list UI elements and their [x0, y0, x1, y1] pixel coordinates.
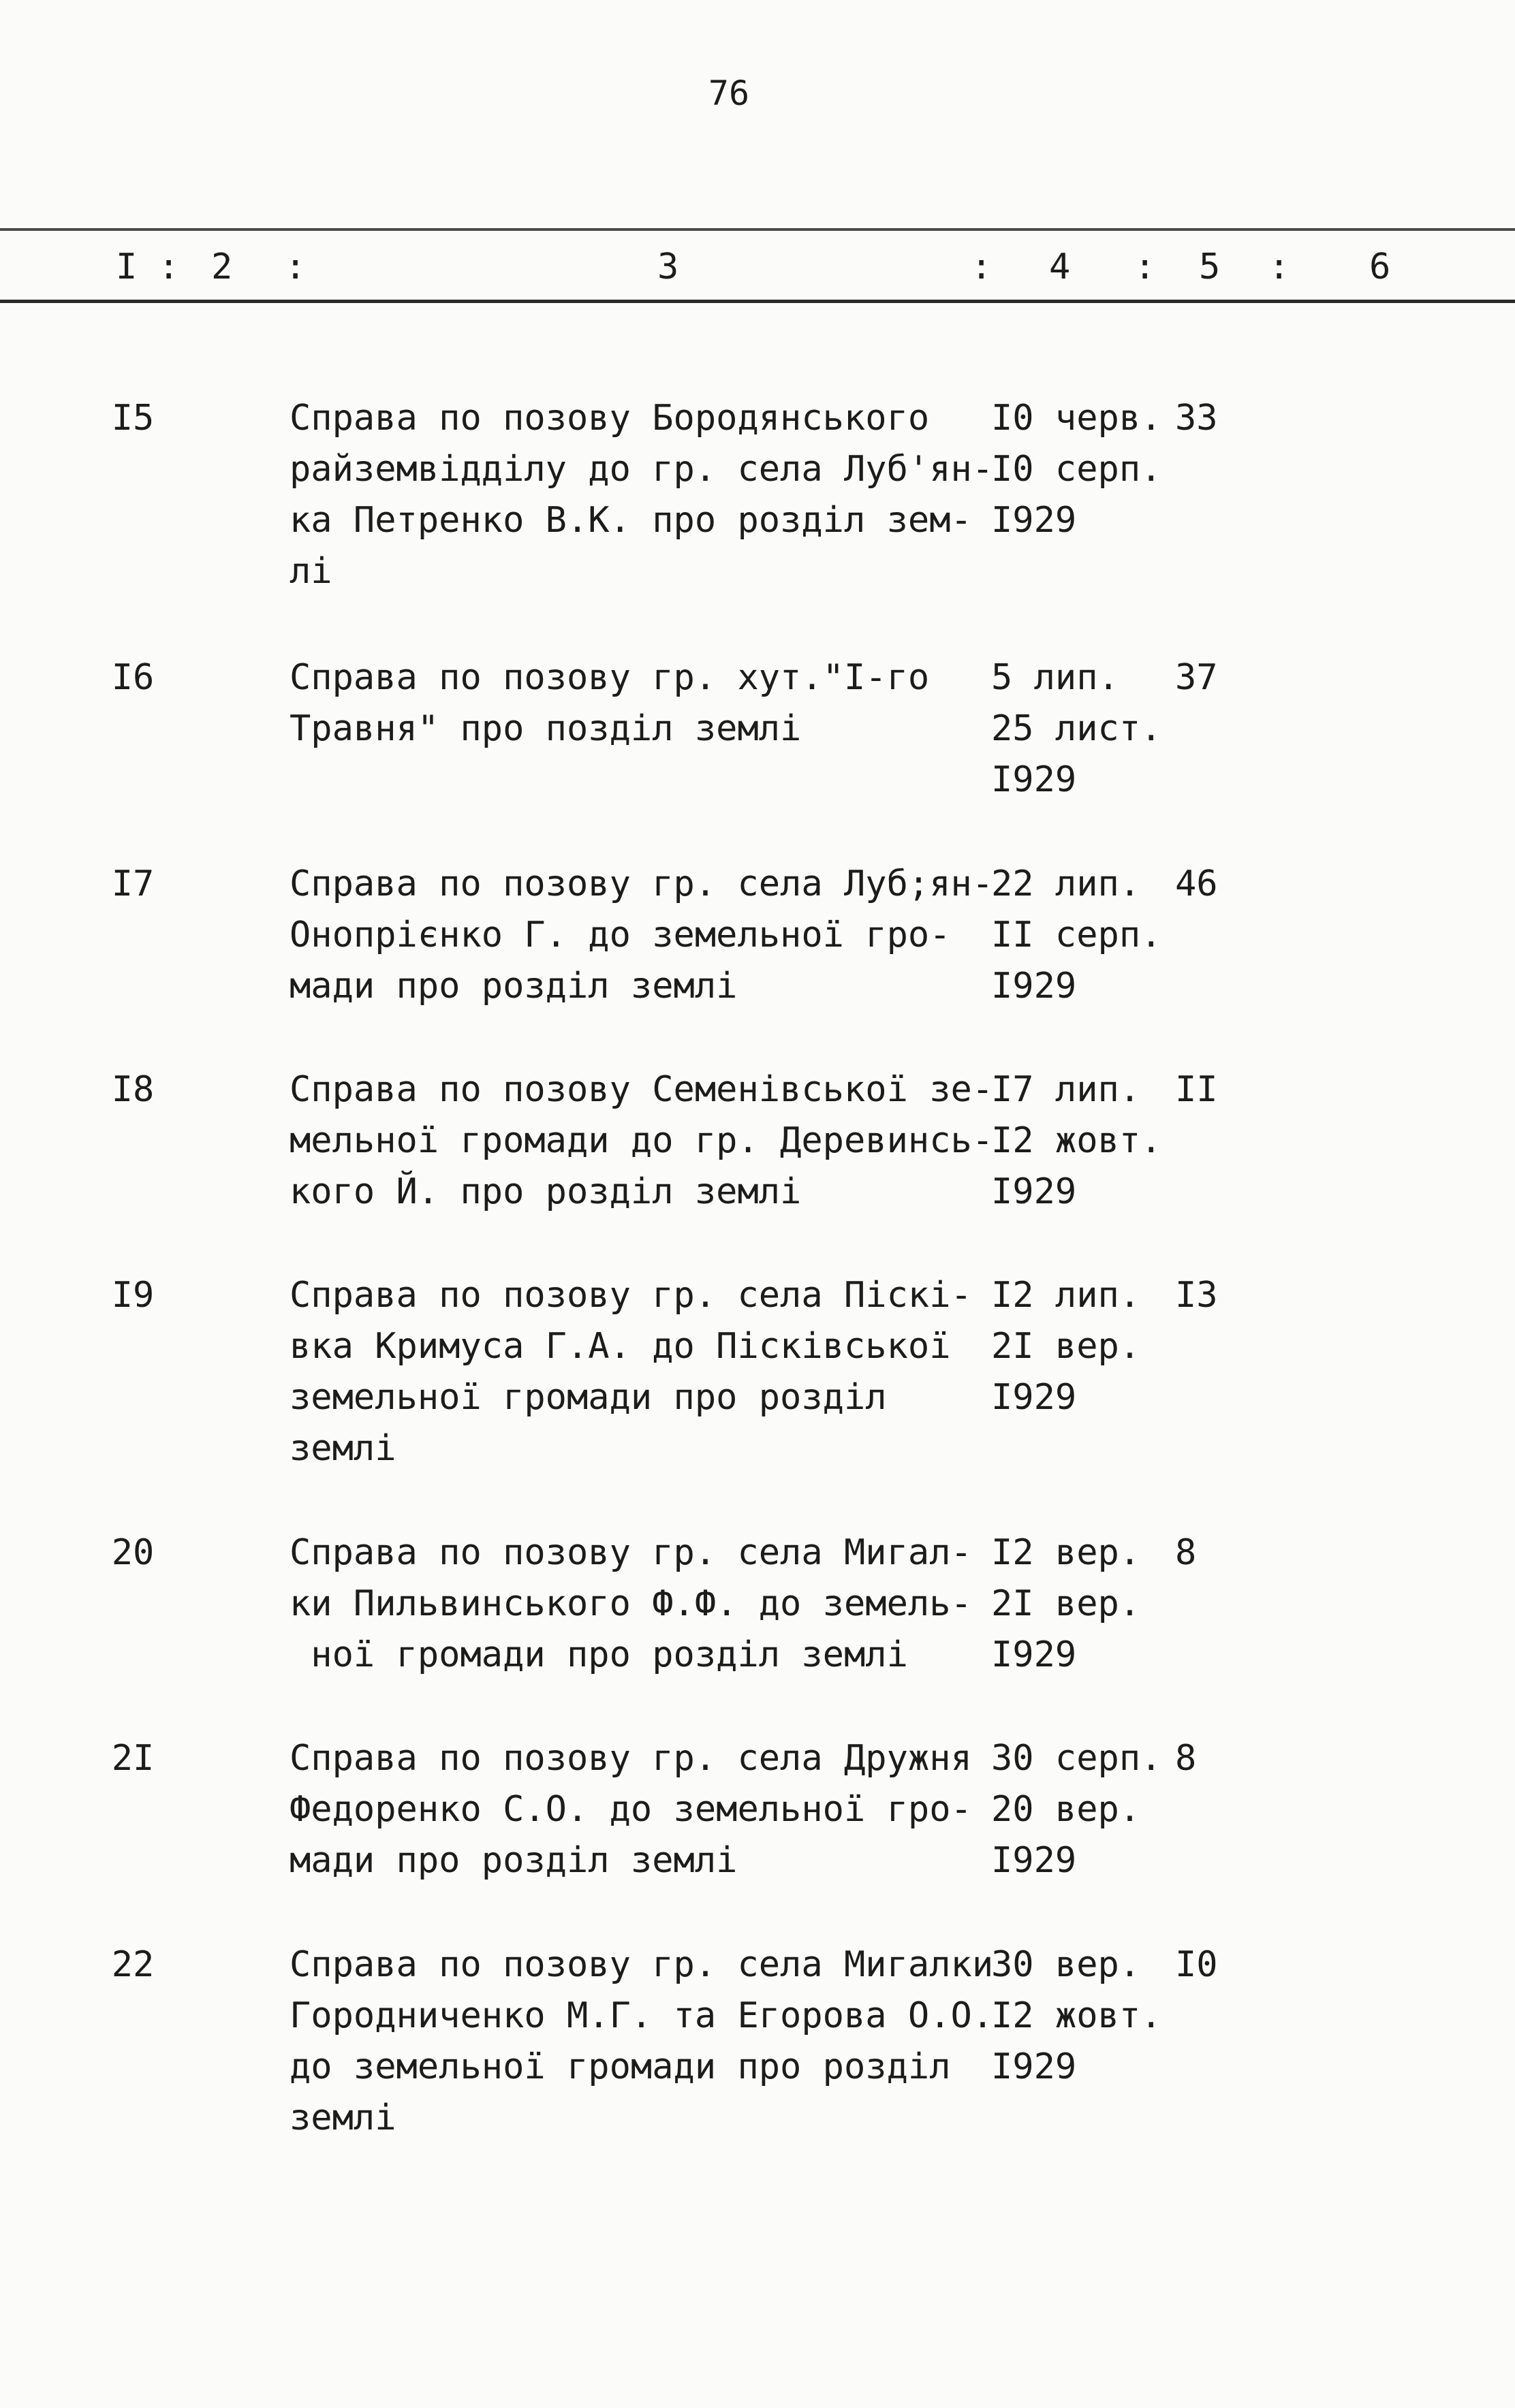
case-dates — [991, 1939, 1172, 2093]
case-date-line: 2I вер. — [991, 1583, 1141, 1624]
case-dates — [991, 859, 1172, 1012]
case-description-line: Городниченко М.Г. та Егорова О.О. — [290, 1995, 994, 2036]
case-description — [290, 1527, 984, 1681]
case-description-line: Справа по позову Бородянського — [290, 398, 930, 439]
case-dates — [991, 393, 1172, 546]
case-number: 22 — [111, 1944, 155, 1985]
case-page-count: I0 — [1175, 1944, 1218, 1985]
case-number: 2I — [111, 1738, 155, 1779]
column-separator: : — [1268, 247, 1290, 287]
case-date-line: I2 жовт. — [991, 1995, 1162, 2036]
case-description-line: Справа по позову гр. села Луб;ян- — [290, 864, 994, 904]
case-date-line: 2I вер. — [991, 1326, 1141, 1367]
case-dates — [991, 1733, 1172, 1886]
case-page-count: I3 — [1175, 1275, 1218, 1316]
column-6-header: 6 — [1369, 247, 1391, 287]
case-date-line: I7 лип. — [991, 1069, 1141, 1110]
column-separator: : — [158, 247, 180, 287]
case-description-line: землі — [290, 2097, 396, 2138]
column-3-header: 3 — [657, 247, 679, 287]
case-dates — [991, 1527, 1172, 1681]
case-date-line: 5 лип. — [991, 657, 1119, 698]
column-1-header: I — [116, 247, 138, 287]
case-date-line: 30 серп. — [991, 1738, 1162, 1779]
case-description-line: ної громади про розділ землі — [290, 1634, 908, 1675]
case-dates — [991, 1064, 1172, 1218]
case-description-line: кого Й. про розділ землі — [290, 1171, 802, 1212]
case-description-line: вка Кримуса Г.А. до Пісківської — [290, 1326, 951, 1367]
case-page-count: 8 — [1175, 1532, 1197, 1573]
page-number: 76 — [708, 74, 750, 113]
case-page-count: 33 — [1175, 398, 1218, 439]
case-dates — [991, 652, 1172, 806]
case-page-count: 37 — [1175, 657, 1218, 698]
case-description — [290, 1270, 984, 1474]
case-description-line: Федоренко С.О. до земельної гро- — [290, 1789, 972, 1830]
case-date-line: I929 — [991, 500, 1077, 541]
case-date-line: I2 вер. — [991, 1532, 1141, 1573]
case-date-line: I2 лип. — [991, 1275, 1141, 1316]
case-date-line: I929 — [991, 2046, 1077, 2087]
case-description-line: Справа по позову гр. села Дружня — [290, 1738, 972, 1779]
case-description-line: земельної громади про розділ — [290, 1377, 887, 1418]
column-2-header: 2 — [211, 247, 233, 287]
case-description-line: ки Пильвинського Ф.Ф. до земель- — [290, 1583, 972, 1624]
table-header-rule — [0, 300, 1515, 303]
case-description-line: Справа по позову гр. села Піскі- — [290, 1275, 972, 1316]
case-date-line: 30 вер. — [991, 1944, 1141, 1985]
case-number: I9 — [111, 1275, 155, 1316]
case-description — [290, 393, 994, 597]
case-description-line: лі — [290, 551, 332, 592]
case-page-count: 8 — [1175, 1738, 1197, 1779]
case-number: 20 — [111, 1532, 155, 1573]
case-date-line: I929 — [991, 966, 1077, 1007]
case-description-line: Справа по позову гр. села Мигал- — [290, 1532, 972, 1573]
column-5-header: 5 — [1199, 247, 1221, 287]
case-date-line: 25 лист. — [991, 708, 1162, 749]
case-description-line: Справа по позову гр. хут."I-го — [290, 657, 930, 698]
case-date-line: I929 — [991, 1634, 1077, 1675]
case-number: I8 — [111, 1069, 155, 1110]
case-description-line: Справа по позову Семенівської зе- — [290, 1069, 994, 1110]
case-description-line: землі — [290, 1428, 396, 1469]
case-description — [290, 1939, 994, 2144]
case-date-line: II серп. — [991, 915, 1162, 955]
case-date-line: 22 лип. — [991, 864, 1141, 904]
case-description-line: мади про розділ землі — [290, 966, 738, 1007]
case-description — [290, 1064, 994, 1218]
case-page-count: II — [1175, 1069, 1218, 1110]
case-date-line: I0 серп. — [991, 449, 1162, 490]
case-description-line: Онопрієнко Г. до земельної гро- — [290, 915, 951, 955]
case-description — [290, 1733, 984, 1886]
case-page-count: 46 — [1175, 864, 1218, 904]
column-separator: : — [971, 247, 993, 287]
column-separator: : — [1134, 247, 1156, 287]
case-date-line: I0 черв. — [991, 398, 1162, 439]
case-dates — [991, 1270, 1172, 1423]
case-number: I5 — [111, 398, 155, 439]
case-description-line: Справа по позову гр. села Мигалки — [290, 1944, 994, 1985]
case-date-line: I929 — [991, 1377, 1077, 1418]
case-description-line: ка Петренко В.К. про розділ зем- — [290, 500, 972, 541]
case-description-line: мельної громади до гр. Деревинсь- — [290, 1120, 994, 1161]
case-description-line: райземвідділу до гр. села Луб'ян- — [290, 449, 994, 490]
case-description-line: мади про розділ землі — [290, 1840, 738, 1881]
case-date-line: I2 жовт. — [991, 1120, 1162, 1161]
column-separator: : — [285, 247, 307, 287]
table-top-rule — [0, 228, 1515, 231]
case-date-line: 20 вер. — [991, 1789, 1141, 1830]
case-number: I7 — [111, 864, 155, 904]
case-description — [290, 652, 984, 755]
column-4-header: 4 — [1049, 247, 1071, 287]
case-number: I6 — [111, 657, 155, 698]
case-date-line: I929 — [991, 1840, 1077, 1881]
case-date-line: I929 — [991, 1171, 1077, 1212]
case-description-line: до земельної громади про розділ — [290, 2046, 951, 2087]
case-description — [290, 859, 994, 1012]
case-date-line: I929 — [991, 759, 1077, 800]
case-description-line: Травня" про позділ землі — [290, 708, 802, 749]
